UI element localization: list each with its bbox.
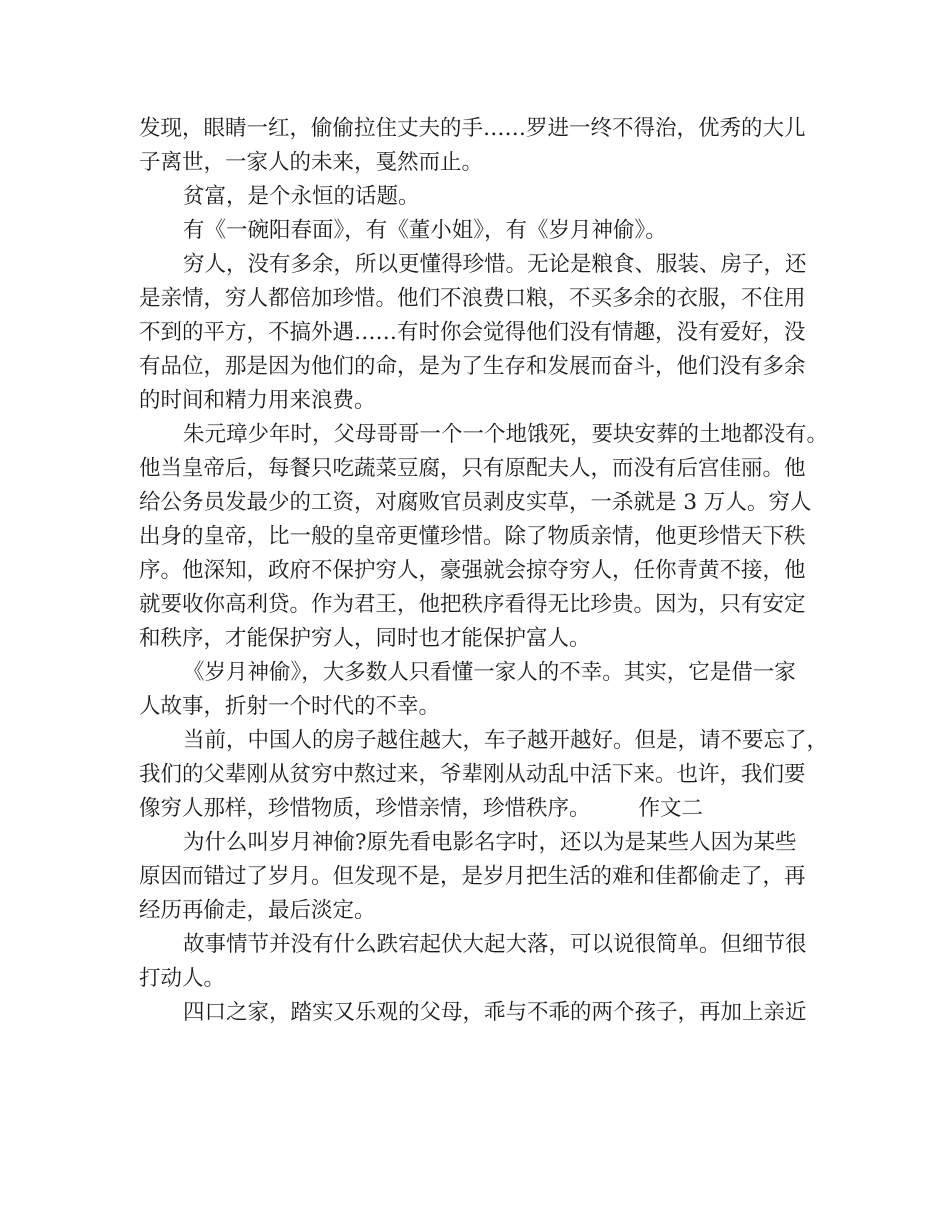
text-line: 打动人。 [139,966,226,991]
text-line: 当前，中国人的房子越住越大，车子越开越好。但是，请不要忘了， [183,728,829,753]
text-line: 出身的皇帝，比一般的皇帝更懂珍惜。除了物质亲情，他更珍惜天下秩 [139,524,806,549]
text-line: 《岁月神偷》，大多数人只看懂一家人的不幸。其实，它是借一家 [183,660,796,685]
text-line: 的时间和精力用来浪费。 [139,388,376,413]
text-line: 子离世，一家人的未来，戛然而止。 [139,150,484,175]
text-line: 我们的父辈刚从贫穷中熬过来，爷辈刚从动乱中活下来。也许，我们要 [139,762,806,787]
text-line: 人故事，折射一个时代的不幸。 [139,694,441,719]
text-line: 给公务员发最少的工资，对腐败官员剥皮实草，一杀就是 3 万人。穷人 [139,490,812,515]
text-segment: 像穷人那样，珍惜物质，珍惜亲情，珍惜秩序。 [139,796,591,821]
text-line: 四口之家，踏实又乐观的父母，乖与不乖的两个孩子，再加上亲近 [183,1000,807,1025]
text-line: 朱元璋少年时，父母哥哥一个一个地饿死，要块安葬的土地都没有。 [183,422,829,447]
text-line: 故事情节并没有什么跌宕起伏大起大落，可以说很简单。但细节很 [183,932,807,957]
text-line: 他当皇帝后，每餐只吃蔬菜豆腐，只有原配夫人，而没有后宫佳丽。他 [139,456,806,481]
text-line: 穷人，没有多余，所以更懂得珍惜。无论是粮食、服装、房子，还 [183,252,807,277]
section-heading: 作文二 [638,796,704,821]
text-line [139,792,819,826]
text-line: 原因而错过了岁月。但发现不是，是岁月把生活的难和佳都偷走了，再 [139,864,806,889]
document-body [139,112,829,1030]
text-line: 贫富，是个永恒的话题。 [183,184,420,209]
text-line: 和秩序，才能保护穷人，同时也才能保护富人。 [139,626,591,651]
text-line: 发现，眼睛一红，偷偷拉住丈夫的手……罗进一终不得治，优秀的大儿 [139,116,806,141]
text-line: 有《一碗阳春面》，有《董小姐》，有《岁月神偷》。 [183,218,667,243]
text-line: 就要收你高利贷。作为君王，他把秩序看得无比珍贵。因为，只有安定 [139,592,806,617]
text-line: 序。他深知，政府不保护穷人，豪强就会掠夺穷人，任你青黄不接，他 [139,558,806,583]
text-line: 经历再偷走，最后淡定。 [139,898,376,923]
text-line: 是亲情，穷人都倍加珍惜。他们不浪费口粮，不买多余的衣服，不住用 [139,286,806,311]
text-line: 有品位，那是因为他们的命，是为了生存和发展而奋斗，他们没有多余 [139,354,806,379]
text-line: 为什么叫岁月神偷?原先看电影名字时，还以为是某些人因为某些 [183,830,797,855]
text-line: 不到的平方，不搞外遇……有时你会觉得他们没有情趣，没有爱好，没 [139,320,806,345]
